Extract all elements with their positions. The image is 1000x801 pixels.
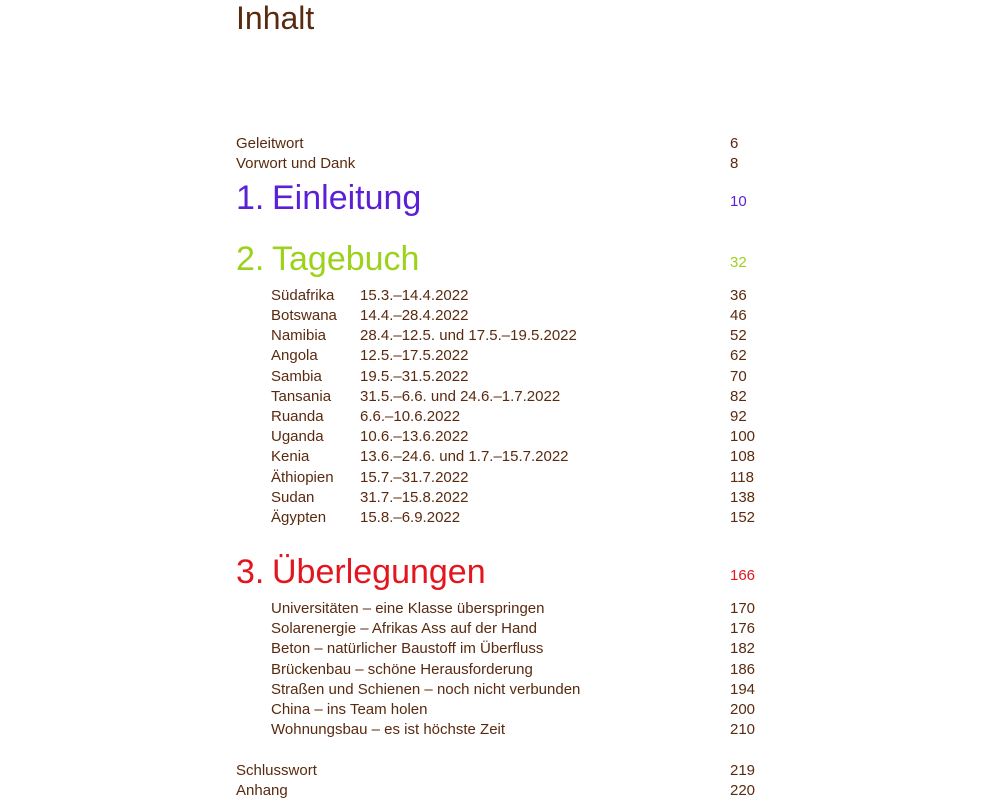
toc-page-number: 36 — [730, 287, 747, 304]
toc-page-number: 220 — [730, 782, 756, 799]
toc-entry-namibia[interactable] — [236, 326, 766, 346]
toc-entry-tansania[interactable] — [236, 387, 766, 407]
toc-entry-label: Straßen und Schienen – noch nicht verbunden — [271, 681, 581, 698]
toc-page-number: 200 — [730, 701, 756, 718]
toc-page-number: 210 — [730, 721, 756, 738]
toc-page-number: 170 — [730, 600, 756, 617]
country-label: Tansania — [271, 388, 332, 405]
toc-entry-label: Schlusswort — [236, 762, 317, 779]
toc-entry-label: Anhang — [236, 782, 288, 799]
toc-entry-solarenergie[interactable] — [236, 619, 766, 639]
toc-page-number: 186 — [730, 661, 756, 678]
toc-page-number: 108 — [730, 448, 756, 465]
toc-entry-china[interactable] — [236, 700, 766, 720]
date-range: 10.6.–13.6.2022 — [360, 428, 469, 445]
date-range: 31.7.–15.8.2022 — [360, 489, 469, 506]
page-title: Inhalt — [236, 0, 315, 36]
chapter-title: Einleitung — [272, 179, 422, 217]
toc-entry-ruanda[interactable] — [236, 407, 766, 427]
toc-page-number: 219 — [730, 762, 756, 779]
toc-entry-label: Brückenbau – schöne Herausforderung — [271, 661, 533, 678]
toc-entry-label: Solarenergie – Afrikas Ass auf der Hand — [271, 620, 537, 637]
toc-page-number: 82 — [730, 388, 747, 405]
date-range: 15.7.–31.7.2022 — [360, 469, 469, 486]
toc-entry-angola[interactable] — [236, 346, 766, 366]
toc-entry-label: Vorwort und Dank — [236, 155, 356, 172]
toc-page-number: 8 — [730, 155, 739, 172]
toc-entry-suedafrika[interactable] — [236, 286, 766, 306]
toc-page-number: 92 — [730, 408, 747, 425]
toc-page-number: 176 — [730, 620, 756, 637]
chapter-heading-3[interactable] — [236, 550, 766, 594]
toc-entry-aethiopien[interactable] — [236, 468, 766, 488]
date-range: 12.5.–17.5.2022 — [360, 347, 469, 364]
toc-entry-kenia[interactable] — [236, 447, 766, 467]
date-range: 15.8.–6.9.2022 — [360, 509, 461, 526]
date-range: 19.5.–31.5.2022 — [360, 368, 469, 385]
toc-page-number: 46 — [730, 307, 747, 324]
date-range: 6.6.–10.6.2022 — [360, 408, 461, 425]
chapter-page-number: 166 — [730, 567, 756, 584]
toc-entry-strassen[interactable] — [236, 680, 766, 700]
toc-entry-vorwort[interactable] — [236, 154, 766, 174]
country-label: Angola — [271, 347, 318, 364]
toc-page-number: 62 — [730, 347, 747, 364]
toc-entry-universitaeten[interactable] — [236, 599, 766, 619]
chapter-page-number: 32 — [730, 254, 747, 271]
toc-entry-anhang[interactable] — [236, 781, 766, 801]
toc-entry-brueckenbau[interactable] — [236, 660, 766, 680]
toc-entry-label: Wohnungsbau – es ist höchste Zeit — [271, 721, 506, 738]
toc-entry-label: Beton – natürlicher Baustoff im Überfluss — [271, 640, 544, 657]
date-range: 31.5.–6.6. und 24.6.–1.7.2022 — [360, 388, 561, 405]
country-label: Sambia — [271, 368, 322, 385]
chapter-number: 2. — [236, 240, 265, 278]
country-label: Botswana — [271, 307, 337, 324]
chapter-number: 3. — [236, 553, 265, 591]
date-range: 15.3.–14.4.2022 — [360, 287, 469, 304]
toc-entry-label: Universitäten – eine Klasse überspringen — [271, 600, 545, 617]
country-label: Namibia — [271, 327, 327, 344]
chapter-title: Überlegungen — [272, 553, 486, 591]
date-range: 28.4.–12.5. und 17.5.–19.5.2022 — [360, 327, 577, 344]
toc-entry-botswana[interactable] — [236, 306, 766, 326]
toc-entry-geleitwort[interactable] — [236, 134, 766, 154]
toc-page-number: 194 — [730, 681, 756, 698]
toc-page-number: 6 — [730, 135, 739, 152]
toc-page-number: 152 — [730, 509, 756, 526]
toc-entry-sudan[interactable] — [236, 488, 766, 508]
toc-page-number: 138 — [730, 489, 756, 506]
country-label: Kenia — [271, 448, 310, 465]
date-range: 13.6.–24.6. und 1.7.–15.7.2022 — [360, 448, 569, 465]
toc-page-number: 100 — [730, 428, 756, 445]
toc-page-number: 70 — [730, 368, 747, 385]
toc-page-number: 182 — [730, 640, 756, 657]
toc-entry-uganda[interactable] — [236, 427, 766, 447]
country-label: Sudan — [271, 489, 315, 506]
chapter-title: Tagebuch — [272, 240, 420, 278]
country-label: Uganda — [271, 428, 324, 445]
country-label: Äthiopien — [271, 469, 334, 486]
chapter-heading-1[interactable] — [236, 176, 766, 220]
country-label: Ägypten — [271, 509, 327, 526]
toc-entry-sambia[interactable] — [236, 367, 766, 387]
date-range: 14.4.–28.4.2022 — [360, 307, 469, 324]
country-label: Südafrika — [271, 287, 335, 304]
toc-entry-wohnungsbau[interactable] — [236, 720, 766, 740]
toc-page-number: 118 — [730, 469, 754, 486]
country-label: Ruanda — [271, 408, 324, 425]
toc-entry-beton[interactable] — [236, 639, 766, 659]
chapter-number: 1. — [236, 179, 265, 217]
toc-entry-label: Geleitwort — [236, 135, 304, 152]
toc-entry-label: China – ins Team holen — [271, 701, 428, 718]
chapter-heading-2[interactable] — [236, 237, 766, 281]
chapter-page-number: 10 — [730, 193, 747, 210]
toc-entry-schlusswort[interactable] — [236, 761, 766, 781]
toc-page-number: 52 — [730, 327, 747, 344]
toc-entry-aegypten[interactable] — [236, 508, 766, 528]
